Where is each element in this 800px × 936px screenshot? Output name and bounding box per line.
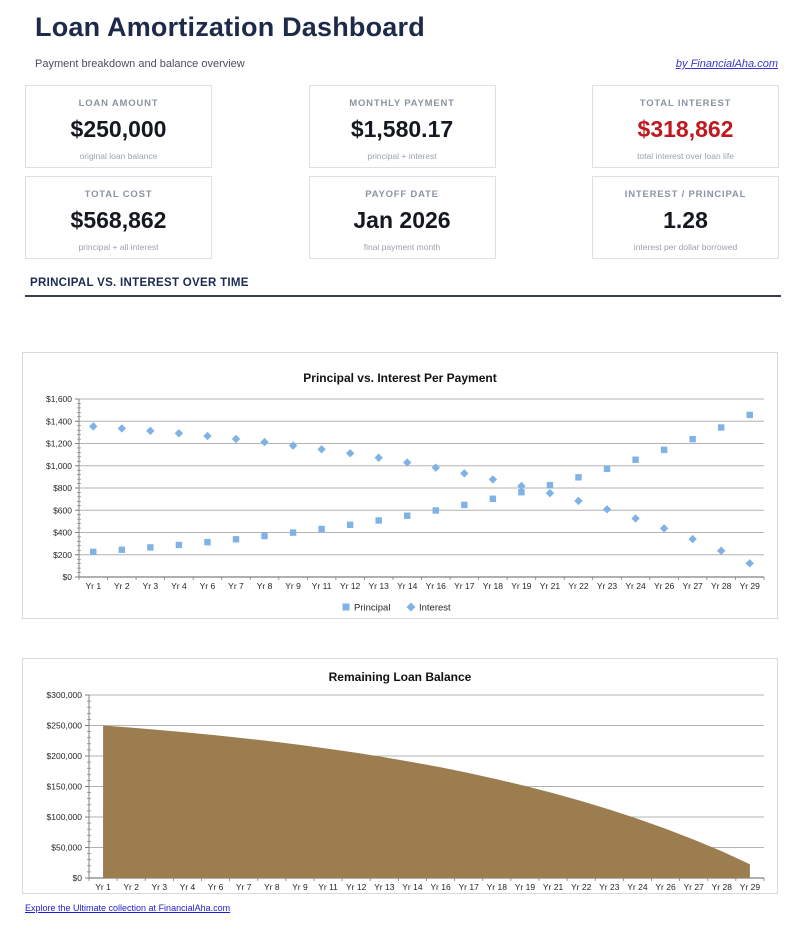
svg-text:$300,000: $300,000: [46, 690, 82, 700]
svg-text:Yr 21: Yr 21: [539, 581, 561, 591]
svg-text:Yr 16: Yr 16: [430, 882, 451, 892]
svg-text:Yr 12: Yr 12: [346, 882, 367, 892]
card-value: $568,862: [70, 207, 167, 233]
svg-text:Yr 27: Yr 27: [683, 882, 704, 892]
svg-text:Yr 2: Yr 2: [114, 581, 130, 591]
svg-text:Yr 3: Yr 3: [142, 581, 159, 591]
svg-text:Yr 22: Yr 22: [571, 882, 592, 892]
svg-text:Yr 27: Yr 27: [682, 581, 703, 591]
page-title: Loan Amortization Dashboard: [35, 12, 425, 42]
svg-text:Yr 7: Yr 7: [235, 882, 252, 892]
card-label: TOTAL INTEREST: [639, 98, 732, 109]
svg-text:$50,000: $50,000: [51, 842, 82, 853]
principal-interest-chart-panel: [22, 352, 778, 619]
card-caption: interest per dollar borrowed: [633, 242, 738, 252]
footer-collection-link[interactable]: Explore the Ultimate collection at FinancialAha.com: [25, 903, 231, 913]
svg-text:Yr 6: Yr 6: [199, 581, 216, 591]
svg-text:$600: $600: [53, 505, 72, 516]
card-label: PAYOFF DATE: [365, 189, 439, 200]
card-label: MONTHLY PAYMENT: [349, 98, 455, 109]
card-total-interest: [592, 85, 779, 168]
card-interest-principal-ratio: [592, 176, 779, 259]
svg-text:Yr 4: Yr 4: [179, 882, 196, 892]
svg-text:$400: $400: [53, 527, 72, 538]
svg-text:Yr 26: Yr 26: [655, 882, 676, 892]
svg-text:Yr 18: Yr 18: [482, 581, 504, 591]
svg-text:Yr 13: Yr 13: [368, 581, 389, 591]
svg-text:Interest: Interest: [419, 602, 451, 614]
svg-text:Yr 19: Yr 19: [514, 882, 536, 892]
svg-text:Yr 12: Yr 12: [339, 581, 361, 591]
svg-text:Yr 29: Yr 29: [739, 581, 760, 591]
svg-text:$0: $0: [72, 873, 82, 883]
svg-text:Yr 19: Yr 19: [511, 581, 532, 591]
section-divider: [25, 295, 781, 297]
card-value: Jan 2026: [353, 207, 451, 233]
card-value: $250,000: [70, 116, 167, 142]
svg-text:$1,000: $1,000: [46, 460, 72, 471]
card-caption: principal + interest: [367, 151, 437, 161]
svg-text:$1,200: $1,200: [46, 438, 72, 449]
svg-text:Yr 24: Yr 24: [625, 581, 646, 591]
svg-text:Yr 9: Yr 9: [292, 882, 308, 892]
page-subtitle: Payment breakdown and balance overview: [35, 58, 245, 70]
svg-text:Yr 16: Yr 16: [425, 581, 446, 591]
svg-text:Yr 8: Yr 8: [264, 882, 280, 892]
svg-text:Yr 11: Yr 11: [311, 581, 332, 591]
card-label: TOTAL COST: [84, 189, 153, 200]
svg-text:Yr 2: Yr 2: [123, 882, 139, 892]
svg-text:Yr 6: Yr 6: [207, 882, 224, 892]
card-monthly-payment: [309, 85, 496, 168]
svg-text:$0: $0: [62, 572, 72, 582]
financialaha-link[interactable]: by FinancialAha.com: [675, 58, 778, 70]
svg-text:Yr 11: Yr 11: [318, 882, 338, 892]
card-payoff-date: [309, 176, 496, 259]
card-loan-amount: [25, 85, 212, 168]
card-value: 1.28: [663, 207, 708, 233]
svg-text:$200,000: $200,000: [46, 751, 82, 761]
svg-text:Principal vs. Interest Per Pay: Principal vs. Interest Per Payment: [303, 371, 497, 385]
svg-text:Yr 8: Yr 8: [256, 581, 273, 591]
card-value: $318,862: [637, 116, 734, 142]
svg-text:Yr 24: Yr 24: [627, 882, 648, 892]
svg-text:Yr 23: Yr 23: [599, 882, 620, 892]
card-caption: original loan balance: [79, 151, 158, 161]
svg-text:Yr 4: Yr 4: [171, 581, 187, 591]
card-value: $1,580.17: [350, 116, 454, 142]
svg-text:$1,400: $1,400: [46, 416, 72, 427]
svg-text:Yr 3: Yr 3: [151, 882, 168, 892]
svg-text:Yr 28: Yr 28: [711, 581, 732, 591]
remaining-balance-chart-panel: [22, 658, 778, 894]
card-label: LOAN AMOUNT: [78, 98, 159, 109]
svg-text:$800: $800: [53, 483, 72, 493]
card-caption: principal + all interest: [78, 242, 159, 252]
svg-text:Yr 26: Yr 26: [653, 581, 675, 591]
card-caption: final payment month: [363, 242, 441, 252]
svg-text:Yr 7: Yr 7: [228, 581, 244, 591]
svg-text:$150,000: $150,000: [46, 781, 82, 792]
svg-text:Yr 28: Yr 28: [711, 882, 732, 892]
svg-text:Yr 13: Yr 13: [374, 882, 395, 892]
svg-text:$200: $200: [53, 549, 72, 560]
svg-text:$100,000: $100,000: [46, 812, 82, 822]
svg-text:$250,000: $250,000: [46, 720, 82, 731]
svg-text:Yr 1: Yr 1: [85, 581, 102, 591]
svg-text:Principal: Principal: [354, 602, 391, 614]
svg-text:Yr 14: Yr 14: [402, 882, 423, 892]
svg-text:Yr 21: Yr 21: [542, 882, 564, 892]
card-label: INTEREST / PRINCIPAL: [624, 189, 747, 200]
svg-text:Yr 23: Yr 23: [596, 581, 618, 591]
card-total-cost: [25, 176, 212, 259]
svg-text:Remaining Loan Balance: Remaining Loan Balance: [328, 670, 472, 684]
kpi-cards-grid: [25, 85, 779, 259]
svg-text:Yr 1: Yr 1: [95, 882, 111, 892]
svg-text:Yr 29: Yr 29: [739, 882, 761, 892]
svg-text:Yr 17: Yr 17: [458, 882, 479, 892]
principal-interest-scatter-chart: [23, 353, 777, 618]
section-title: PRINCIPAL VS. INTEREST OVER TIME: [30, 277, 249, 289]
svg-text:Yr 17: Yr 17: [454, 581, 475, 591]
card-caption: total interest over loan life: [637, 151, 734, 161]
remaining-balance-area-chart: [23, 659, 777, 893]
svg-text:Yr 18: Yr 18: [486, 882, 507, 892]
svg-text:$1,600: $1,600: [46, 394, 72, 404]
svg-text:Yr 14: Yr 14: [397, 581, 418, 591]
svg-text:Yr 22: Yr 22: [568, 581, 589, 591]
svg-text:Yr 9: Yr 9: [285, 581, 301, 591]
